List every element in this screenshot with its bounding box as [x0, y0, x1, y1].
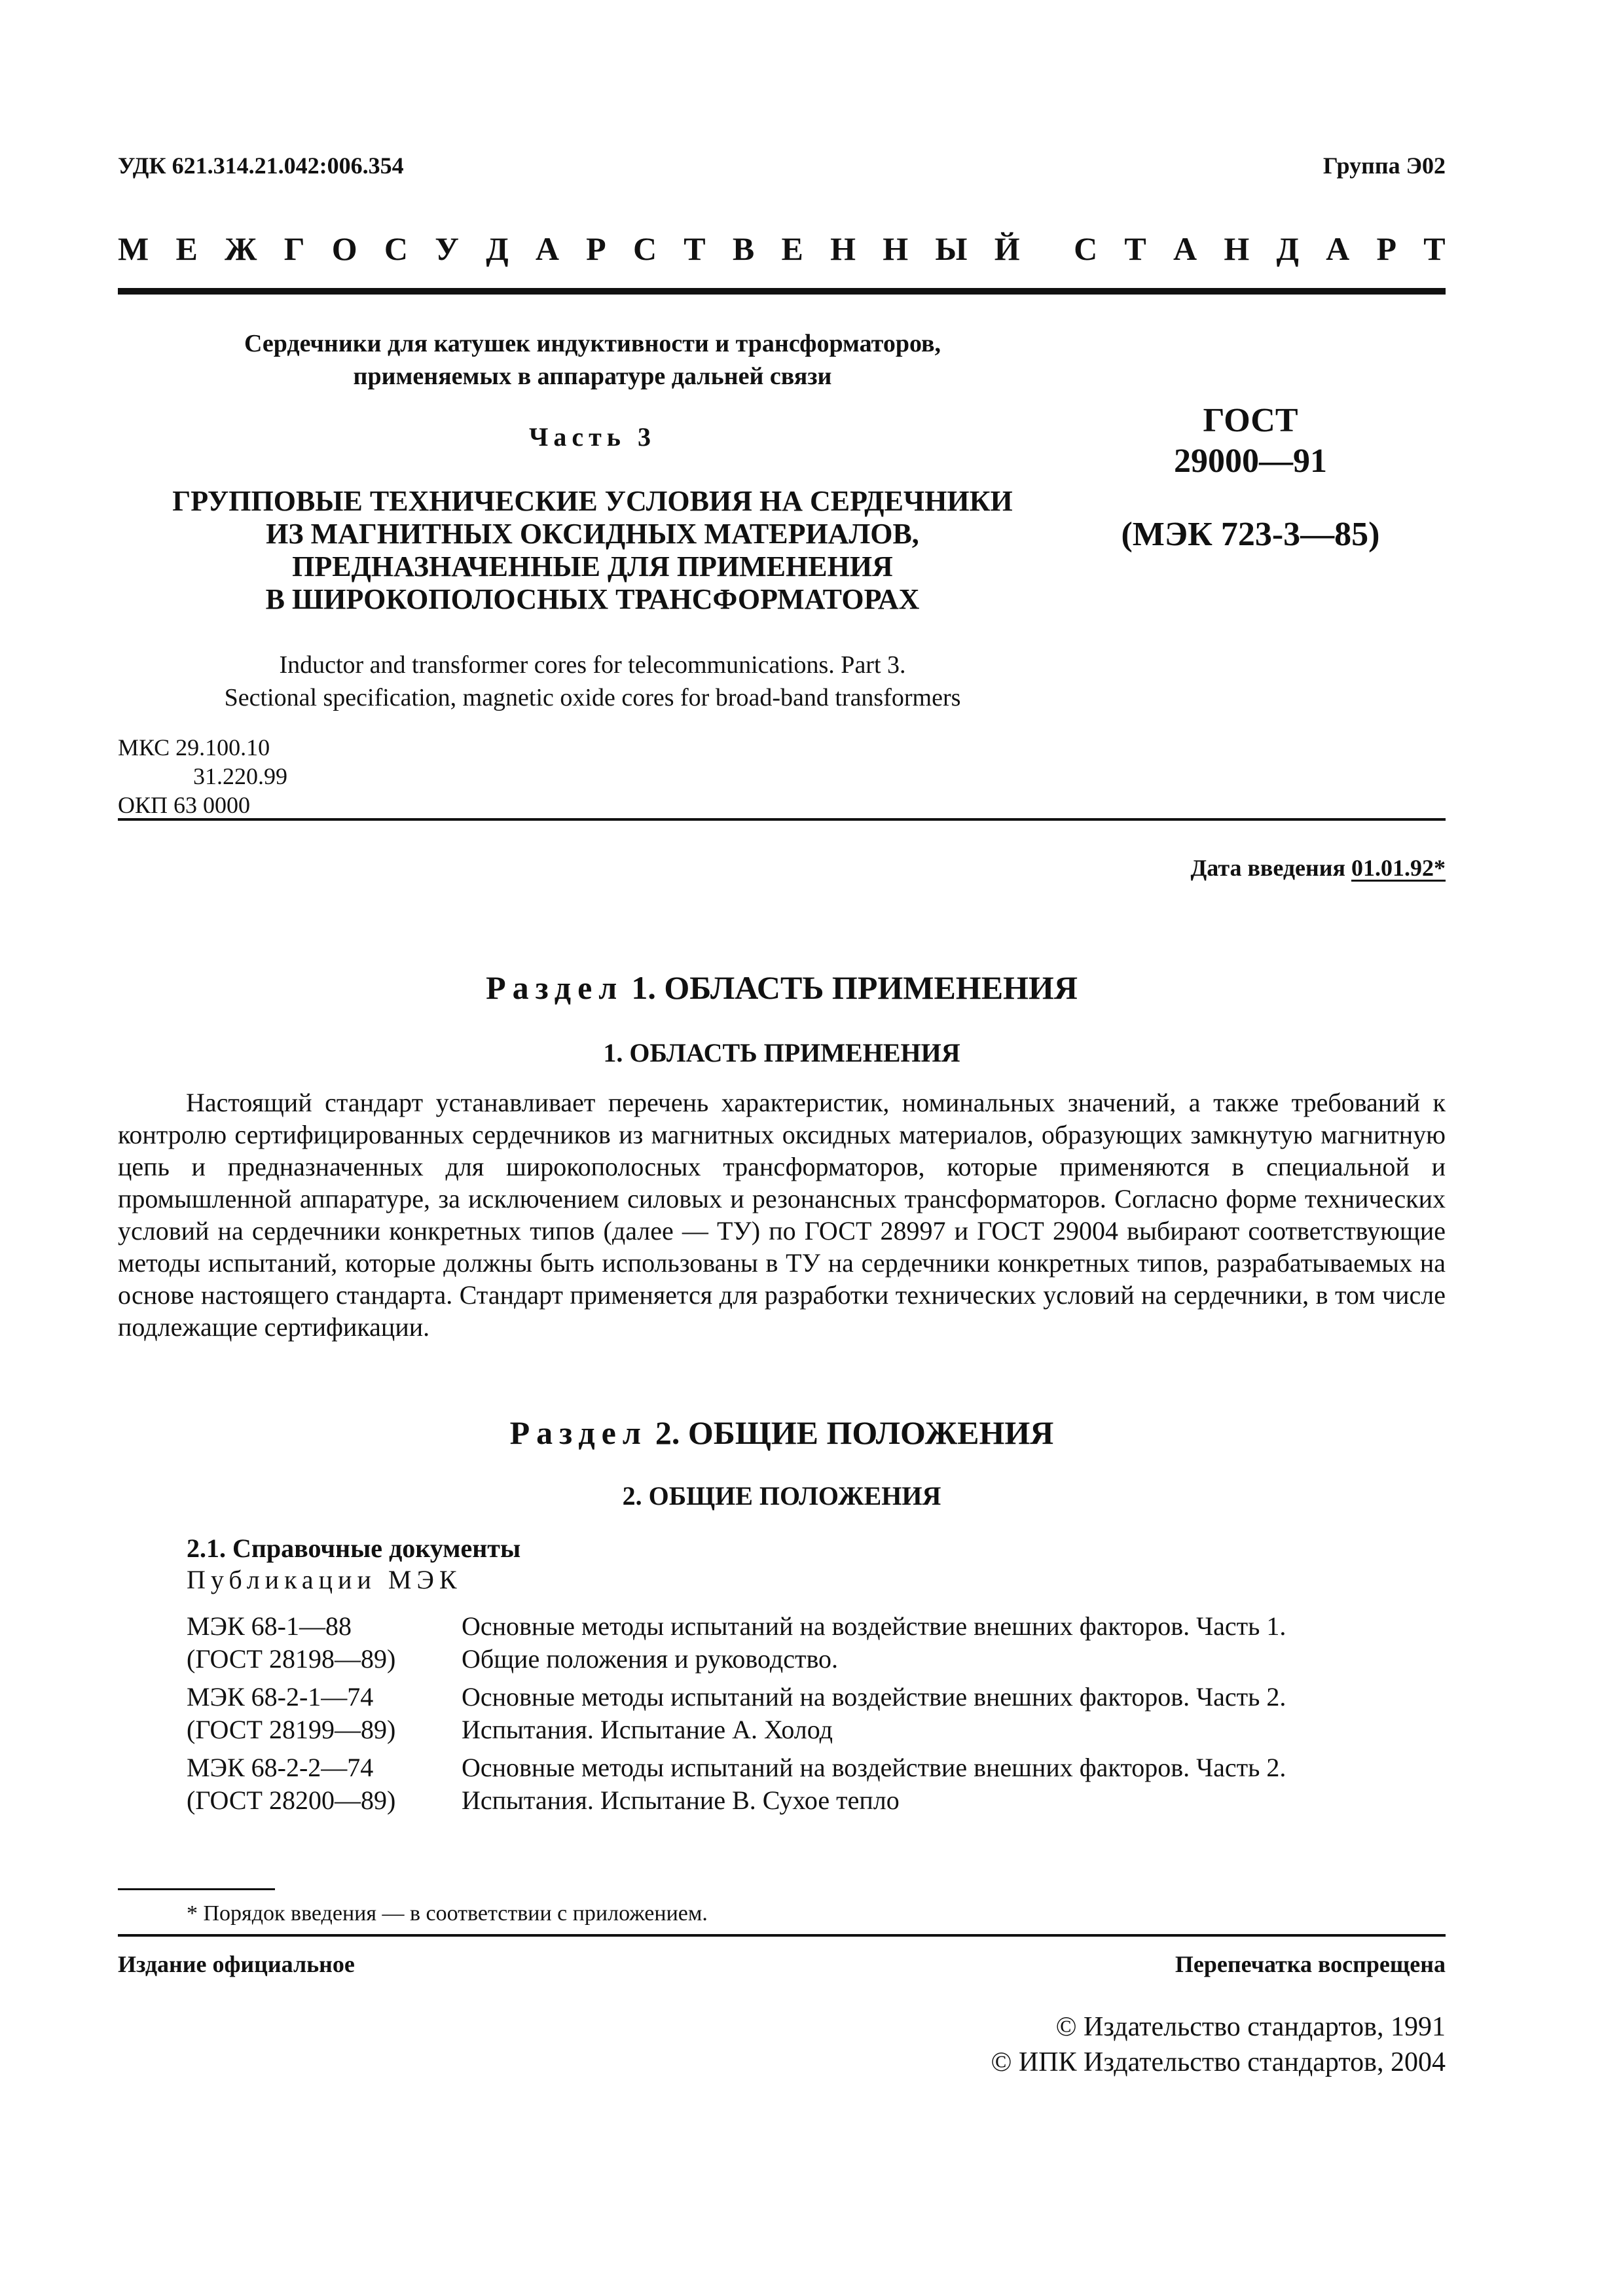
title-letter: Е	[175, 230, 198, 267]
title-line-1: Сердечники для катушек индуктивности и трансформаторов,	[244, 330, 941, 357]
caps-title-line-3: ПРЕДНАЗНАЧЕННЫЕ ДЛЯ ПРИМЕНЕНИЯ	[292, 550, 893, 583]
title-letter: Н	[830, 230, 856, 267]
clause-2-1: 2.1. Справочные документы	[187, 1534, 521, 1563]
title-letter: У	[435, 230, 459, 267]
reference-code	[187, 1751, 462, 1817]
copyright-line-1: © Издательство стандартов, 1991	[1055, 2012, 1446, 2042]
mks-code: МКС 29.100.10	[118, 734, 270, 761]
description-line-2: Испытания. Испытание В. Сухое тепло	[462, 1785, 900, 1815]
introduction-date	[1191, 854, 1446, 882]
header-thick-rule	[118, 288, 1446, 295]
title-letter: Т	[684, 230, 706, 267]
title-letter: Д	[486, 230, 509, 267]
description-line-1: Основные методы испытаний на воздействие внешних факторов. Часть 2.	[462, 1682, 1286, 1712]
group-code: Группа Э02	[1322, 152, 1446, 179]
title-letter: Н	[883, 230, 909, 267]
description-line-1: Основные методы испытаний на воздействие внешних факторов. Часть 1.	[462, 1611, 1286, 1641]
section-1-title: 1. ОБЛАСТЬ ПРИМЕНЕНИЯ	[631, 969, 1078, 1006]
gost-label: ГОСТ	[1203, 402, 1298, 439]
description-line-2: Общие положения и руководство.	[462, 1644, 839, 1674]
section-1-heading	[118, 969, 1446, 1007]
english-title-line-1: Inductor and transformer cores for telecommunications. Part 3.	[279, 651, 906, 679]
reference-description	[462, 1681, 1446, 1746]
reference-code	[187, 1610, 462, 1676]
caps-title	[118, 485, 1067, 616]
reference-description	[462, 1610, 1446, 1676]
section-1-paragraph: Настоящий стандарт устанавливает перечень характеристик, номинальных значений, а также требований к контролю сертифицированных сердечников из магнитных оксидных материалов, образующих замкнутую магнитную цепь и предназначенных для широкополосных трансформаторов, которые применяются в специальной и промышленной аппаратуре, за исключением силовых и резонансных трансформаторов. Согласно форме технических условий на сердечники конкретных типов (далее — ТУ) по ГОСТ 28997 и ГОСТ 29004 выбирают соответствующие методы испытаний, которые должны быть использованы в ТУ на сердечники конкретных типов, разрабатываемых на основе настоящего стандарта. Стандарт применяется для разработки технических условий на сердечники, в том числе подлежащие сертификации.	[118, 1088, 1446, 1342]
gost-code: (ГОСТ 28199—89)	[187, 1715, 396, 1744]
mks-code-2: 31.220.99	[193, 763, 287, 789]
title-letter: Г	[283, 230, 305, 267]
title-line-2: применяемых в аппаратуре дальней связи	[353, 363, 832, 390]
title-letter: Т	[1423, 230, 1446, 267]
title-letter: Ы	[935, 230, 968, 267]
reference-row	[187, 1610, 1446, 1676]
english-title-line-2: Sectional specification, magnetic oxide cores for broad-band transformers	[224, 684, 961, 711]
title-letter: Н	[1224, 230, 1250, 267]
title-letter: Й	[994, 230, 1020, 267]
official-edition: Издание официальное	[118, 1951, 355, 1977]
interstate-standard-title	[118, 226, 1446, 272]
reference-row	[187, 1751, 1446, 1817]
part-label: Часть 3	[529, 422, 656, 452]
udk-code: УДК 621.314.21.042:006.354	[118, 152, 404, 179]
date-value: 01.01.92*	[1351, 855, 1446, 881]
description-line-2: Испытания. Испытание А. Холод	[462, 1715, 833, 1744]
footnote: * Порядок введения — в соответствии с приложением.	[187, 1901, 708, 1926]
reference-description	[462, 1751, 1446, 1817]
caps-title-line-1: ГРУППОВЫЕ ТЕХНИЧЕСКИЕ УСЛОВИЯ НА СЕРДЕЧНИКИ	[172, 485, 1013, 517]
classification-rule	[118, 818, 1446, 821]
section-1-prefix: Раздел	[486, 969, 624, 1006]
caps-title-line-2: ИЗ МАГНИТНЫХ ОКСИДНЫХ МАТЕРИАЛОВ,	[266, 518, 919, 550]
title-letter: Т	[1124, 230, 1146, 267]
gost-block	[1074, 401, 1427, 555]
description-line-1: Основные методы испытаний на воздействие внешних факторов. Часть 2.	[462, 1753, 1286, 1782]
section-2-prefix: Раздел	[509, 1414, 647, 1451]
classification-codes	[118, 733, 287, 819]
iec-code: МЭК 68-1—88	[187, 1611, 352, 1641]
title-letter: М	[118, 230, 149, 267]
title-letter: А	[535, 230, 559, 267]
title-letter: С	[384, 230, 409, 267]
reference-code	[187, 1681, 462, 1746]
caps-title-line-4: В ШИРОКОПОЛОСНЫХ ТРАНСФОРМАТОРАХ	[265, 583, 920, 615]
title-letter: С	[632, 230, 657, 267]
gost-number: 29000—91	[1174, 442, 1327, 480]
title-letter: А	[1173, 230, 1197, 267]
english-title	[118, 649, 1067, 714]
reference-row	[187, 1681, 1446, 1746]
copyright-block	[991, 2009, 1446, 2080]
gost-code: (ГОСТ 28200—89)	[187, 1785, 396, 1815]
okp-code: ОКП 63 0000	[118, 792, 251, 818]
title-letter: Р	[1376, 230, 1397, 267]
title-letter: В	[732, 230, 755, 267]
footer-rule	[118, 1934, 1446, 1937]
title-block	[118, 327, 1067, 714]
iec-number: (МЭК 723-3—85)	[1121, 516, 1380, 553]
title-letter: Д	[1276, 230, 1299, 267]
iec-code: МЭК 68-2-2—74	[187, 1753, 374, 1782]
title-letter: О	[331, 230, 357, 267]
copyright-line-2: © ИПК Издательство стандартов, 2004	[991, 2047, 1446, 2077]
section-2-heading	[118, 1414, 1446, 1452]
title-letter: Р	[586, 230, 606, 267]
title-letter: Е	[781, 230, 803, 267]
title-letter: А	[1326, 230, 1350, 267]
gost-code: (ГОСТ 28198—89)	[187, 1644, 396, 1674]
section-1-subheading: 1. ОБЛАСТЬ ПРИМЕНЕНИЯ	[603, 1038, 960, 1067]
title-letter: Ж	[225, 230, 257, 267]
section-2-subheading: 2. ОБЩИЕ ПОЛОЖЕНИЯ	[622, 1481, 941, 1511]
iec-publications-label: Публикации МЭК	[187, 1565, 462, 1594]
section-2-title: 2. ОБЩИЕ ПОЛОЖЕНИЯ	[655, 1414, 1054, 1451]
reprint-prohibited: Перепечатка воспрещена	[1175, 1951, 1446, 1977]
title-letter: С	[1074, 230, 1098, 267]
footnote-rule	[118, 1888, 275, 1890]
iec-code: МЭК 68-2-1—74	[187, 1682, 374, 1712]
date-label: Дата введения	[1190, 855, 1345, 881]
